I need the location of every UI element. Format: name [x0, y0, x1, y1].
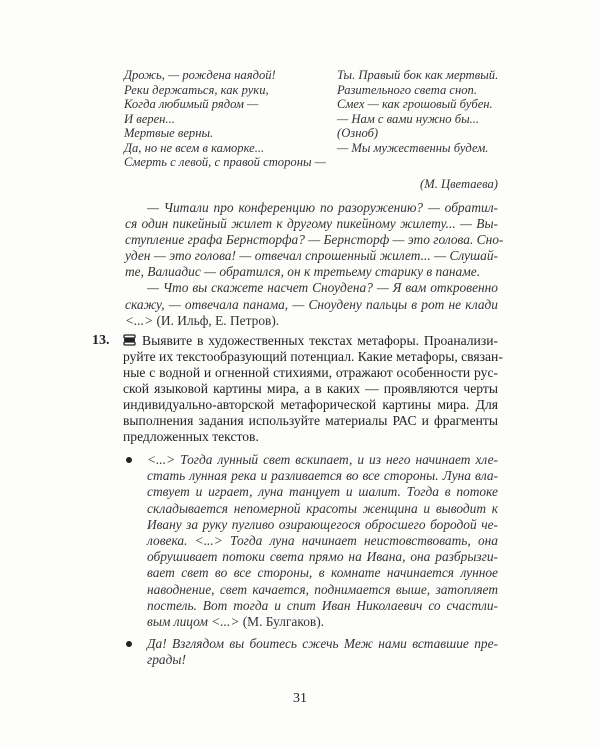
task-text-line: ской языковой картины мира, а в каких — проявляются черты [123, 381, 498, 396]
task-text-line: выполнения задания используйте материалы РАС и фрагменты [123, 413, 498, 428]
quote-line: складывается непомерной красоты женщина и выводит к [147, 500, 498, 516]
quote-line: ствует и играет, луна танцует и шалит. Тогда в потоке [147, 484, 498, 500]
prose-line: скажу, — отвечала панама, — Сноудену пальцы в рот не клади [125, 296, 498, 312]
quote-source: (М. Булгаков). [239, 614, 325, 630]
bullet-marker [126, 457, 132, 463]
bullet-marker [126, 641, 132, 647]
page-number: 31 [293, 691, 307, 706]
task-text-line: руйте их текстообразующий потенциал. Какие метафоры, связан- [123, 349, 503, 364]
poem-line: — Нам с вами нужно бы... [337, 111, 480, 126]
poem-line: Смерть с левой, с правой стороны — [124, 155, 326, 169]
prose-line: ступление графа Бернсторфа? — Бернсторф — это голова. Сно- [125, 232, 504, 248]
quote-line [147, 614, 498, 630]
quote-line: <...> Тогда лунный свет вскипает, и из него начинает хле- [147, 452, 498, 467]
task-text-line: ные с водной и огненной стихиями, отражают особенности рус- [123, 365, 498, 380]
quote-line: обрушивает потоки света прямо на Ивана, она разбрызги- [147, 549, 498, 565]
prose-excerpt [125, 200, 504, 329]
poem-line: — Мы мужественны будем. [337, 140, 489, 155]
task-line [123, 413, 498, 429]
task-number: 13. [92, 333, 110, 348]
quote-text: вым лицом <...> [147, 614, 240, 630]
task-line [123, 365, 498, 381]
prose-line: — Читали про конференцию по разоружению? — обратил- [147, 200, 498, 215]
quote-line: Да! Взглядом вы боитесь сжечь Меж нами вставшие пре- [147, 636, 498, 651]
prose-line: уден — это голова! — отвечал спрошенный жилет... — Слушай- [125, 248, 498, 264]
quote-line: наводнение, свет качается, поднимается выше, затопляет [147, 581, 498, 597]
prose-source: (И. Ильф, Е. Петров). [153, 312, 280, 328]
prose-line: — Что вы скажете насчет Сноудена? — Я вам откровенно [147, 280, 498, 296]
poem-line: И верен... [124, 111, 175, 126]
prose-line: ся один пикейный жилет к другому пикейному жилету... — Вы- [125, 216, 498, 232]
bullet-quote-poem [147, 636, 498, 668]
poem-line: Реки держаться, как руки, [124, 82, 269, 97]
poem-line: Смех — как грошовый бубен. [337, 97, 493, 111]
poem-line: Когда любимый рядом — [124, 97, 259, 111]
task-line [123, 397, 498, 413]
quote-line: ловека. <...> Тогда луна начинает неистовствовать, она [147, 533, 498, 549]
quote-line: вает свет во все стороны, в комнате начинается лунное [147, 565, 498, 581]
quote-line: Ивану за руку пугливо озирающегося обросшего бородой че- [147, 516, 498, 532]
task-line [123, 381, 498, 397]
prose-line: те, Валиадис — обратился, он к третьему старику в панаме. [125, 264, 481, 280]
poem-line: (Озноб) [337, 126, 379, 140]
task-line [123, 349, 503, 365]
quote-line: грады! [147, 652, 186, 668]
prose-line [125, 313, 498, 329]
ellipsis-mark: <...> [125, 312, 154, 328]
poem-line: Дрожь, — рождена наядой! [124, 68, 276, 82]
poem-line: Разительного света сноп. [337, 82, 477, 97]
poem-left-column [124, 68, 326, 170]
task-line [123, 333, 498, 349]
quote-line: постель. Вот тогда и спит Иван Николаевич со счастли- [147, 597, 498, 613]
task-line [123, 429, 498, 445]
poem-attribution: (М. Цветаева) [420, 177, 498, 191]
poem-line: Да, но не всем в каморке... [124, 140, 265, 155]
bullet-quote-bulgakov [147, 452, 498, 630]
quote-line: стать лунная река и разливается во все стороны. Луна вла- [147, 468, 498, 484]
poem-line: Ты. Правый бок как мертвый. [337, 68, 499, 82]
poem-line: Мертвые верны. [124, 126, 214, 140]
task-text-line: индивидуально-авторской метафорической картины мира. Для [123, 397, 498, 412]
task-text [123, 333, 503, 445]
task-text-line: предложенных текстов. [123, 429, 259, 444]
book-stack-icon [123, 334, 136, 346]
poem-right-column [337, 68, 498, 155]
task-text-line: Выявите в художественных текстах метафоры. Проанализи- [142, 333, 498, 348]
